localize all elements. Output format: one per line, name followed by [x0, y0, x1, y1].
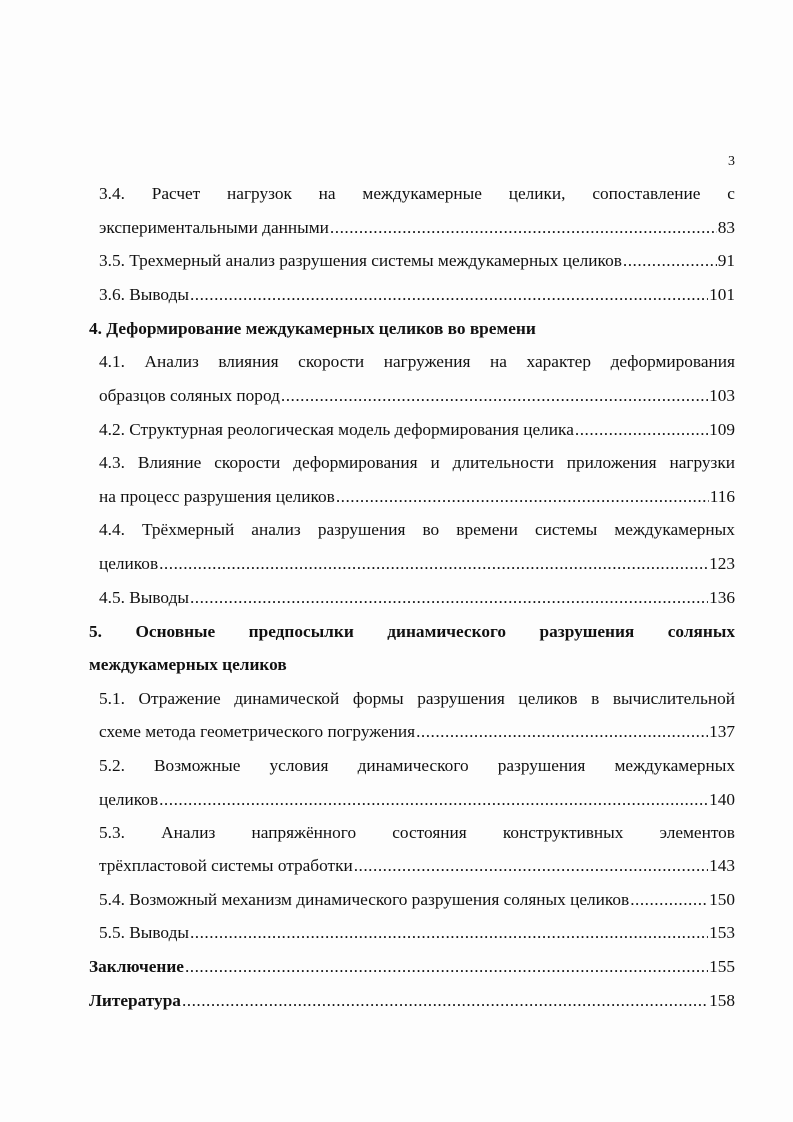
word: конструктивных — [502, 823, 624, 842]
toc-page-ref: 136 — [709, 588, 735, 607]
dot-leader — [623, 250, 717, 272]
word: разрушения — [497, 756, 586, 775]
dot-leader — [190, 284, 708, 306]
word: разрушения — [539, 622, 635, 641]
dot-leader — [190, 922, 708, 944]
word: характер — [526, 352, 591, 371]
dot-leader — [190, 587, 708, 609]
toc-page-ref: 83 — [717, 218, 735, 237]
word: условия — [269, 756, 329, 775]
word: Отражение — [138, 689, 221, 708]
toc-entry-text: 4.5. Выводы — [99, 588, 189, 607]
toc-entry-5-1-line-1 — [99, 688, 735, 710]
word: разрушения — [417, 689, 505, 708]
dot-leader — [159, 789, 708, 811]
word: Анализ — [161, 823, 216, 842]
word: динамической — [234, 689, 340, 708]
toc-entry-4-3-line-1 — [99, 452, 735, 474]
toc-entry-text: схеме метода геометрического погружения — [99, 722, 416, 741]
word: и — [430, 453, 440, 472]
word: влияния — [218, 352, 279, 371]
toc-section-5-line-1[interactable] — [89, 621, 735, 643]
word: 3.4. — [99, 184, 125, 203]
word: динамического — [387, 622, 507, 641]
word: нагрузок — [227, 184, 292, 203]
word: соляных — [667, 622, 735, 641]
section-title: 4. Деформирование междукамерных целиков во времени — [89, 319, 536, 338]
word: деформирования — [610, 352, 735, 371]
toc-section-4[interactable] — [89, 318, 735, 340]
word: сопоставление — [592, 184, 701, 203]
toc-page-ref: 143 — [709, 856, 735, 875]
word: 4.3. — [99, 453, 125, 472]
word: элементов — [659, 823, 735, 842]
toc-entry-text: целиков — [99, 790, 159, 809]
word: 5.2. — [99, 756, 125, 775]
dot-leader — [416, 721, 708, 743]
toc-page-ref: 153 — [709, 923, 735, 942]
page-number: 3 — [728, 154, 735, 169]
toc-entry-3-4-line-1 — [99, 183, 735, 205]
word: разрушения — [317, 520, 406, 539]
word: нагружения — [383, 352, 471, 371]
toc-entry-4-1-line-1 — [99, 351, 735, 373]
toc-entry-4-2[interactable] — [99, 419, 735, 441]
word: системы — [534, 520, 598, 539]
toc-entry-text: образцов соляных пород — [99, 386, 280, 405]
toc-entry-4-5[interactable] — [99, 587, 735, 609]
toc-section-5-line-2[interactable] — [89, 654, 735, 676]
toc-entry-text: Заключение — [89, 957, 184, 976]
toc-entry-3-5[interactable] — [99, 250, 735, 272]
word: напряжённого — [251, 823, 357, 842]
word: формы — [352, 689, 404, 708]
word: предпосылки — [248, 622, 354, 641]
dot-leader — [354, 855, 708, 877]
toc-entry-5-5[interactable] — [99, 922, 735, 944]
dot-leader — [281, 385, 708, 407]
dot-leader — [630, 889, 708, 911]
word: деформирования — [293, 453, 418, 472]
toc-page-ref: 116 — [709, 487, 735, 506]
word: 4.4. — [99, 520, 125, 539]
word: 4.1. — [99, 352, 125, 371]
toc-entry-5-3-line-2[interactable] — [99, 855, 735, 877]
word: Влияние — [137, 453, 202, 472]
toc-entry-text: 5.4. Возможный механизм динамического разрушения соляных целиков — [99, 890, 630, 909]
toc-page-ref: 103 — [709, 386, 735, 405]
word: в — [591, 689, 600, 708]
word: скорости — [298, 352, 365, 371]
toc-entry-text: на процесс разрушения целиков — [99, 487, 335, 506]
word: нагрузки — [669, 453, 735, 472]
word: вычислительной — [612, 689, 735, 708]
word: динамического — [357, 756, 469, 775]
word: целиков — [518, 689, 578, 708]
toc-entry-5-3-line-1 — [99, 822, 735, 844]
toc-entry-4-1-line-2[interactable] — [99, 385, 735, 407]
toc-entry-5-1-line-2[interactable] — [99, 721, 735, 743]
toc-page-ref: 123 — [709, 554, 735, 573]
toc-entry-4-3-line-2[interactable] — [99, 486, 735, 508]
word: времени — [456, 520, 518, 539]
toc-page-ref: 150 — [709, 890, 735, 909]
word: Расчет — [151, 184, 201, 203]
toc-entry-text: 3.6. Выводы — [99, 285, 189, 304]
word: 5.3. — [99, 823, 125, 842]
word: на — [490, 352, 507, 371]
dot-leader — [182, 990, 708, 1012]
dot-leader — [336, 486, 709, 508]
toc-entry-text: трёхпластовой системы отработки — [99, 856, 353, 875]
word: 5. — [89, 622, 102, 641]
toc-entry-text: 4.2. Структурная реологическая модель деформирования целика — [99, 420, 574, 439]
toc-entry-text: экспериментальными данными — [99, 218, 329, 237]
toc-page-ref: 91 — [717, 251, 735, 270]
dot-leader — [330, 217, 717, 239]
word: 5.1. — [99, 689, 125, 708]
toc-entry-text: целиков — [99, 554, 159, 573]
toc-page-ref: 140 — [709, 790, 735, 809]
word: скорости — [214, 453, 281, 472]
toc-entry-text: 5.5. Выводы — [99, 923, 189, 942]
word: на — [318, 184, 336, 203]
toc-entry-4-4-line-1 — [99, 519, 735, 541]
toc-entry-3-4-line-2[interactable] — [99, 217, 735, 239]
dot-leader — [185, 956, 708, 978]
dot-leader — [575, 419, 708, 441]
word: междукамерные — [362, 184, 482, 203]
toc-literature[interactable] — [89, 990, 735, 1012]
toc-entry-text: 3.5. Трехмерный анализ разрушения системы междукамерных целиков — [99, 251, 622, 270]
toc-page-ref: 155 — [709, 957, 735, 976]
word: с — [727, 184, 735, 203]
word: междукамерных — [614, 756, 735, 775]
toc-entry-5-2-line-1 — [99, 755, 735, 777]
toc-page-ref: 109 — [709, 420, 735, 439]
word: анализ — [251, 520, 301, 539]
toc-page-ref: 158 — [709, 991, 735, 1010]
toc-entry-3-6[interactable] — [99, 284, 735, 306]
word: длительности — [452, 453, 554, 472]
toc-page-ref: 101 — [709, 285, 735, 304]
dot-leader — [159, 553, 708, 575]
toc-entry-text: Литература — [89, 991, 181, 1010]
toc-entry-5-2-line-2[interactable] — [99, 789, 735, 811]
section-title: междукамерных целиков — [89, 655, 287, 674]
toc-page-ref: 137 — [709, 722, 735, 741]
word: состояния — [392, 823, 467, 842]
toc-entry-5-4[interactable] — [99, 889, 735, 911]
word: Основные — [135, 622, 216, 641]
word: междукамерных — [614, 520, 735, 539]
word: Анализ — [144, 352, 199, 371]
toc-conclusion[interactable] — [89, 956, 735, 978]
word: целики, — [508, 184, 566, 203]
word: Возможные — [154, 756, 241, 775]
toc-entry-4-4-line-2[interactable] — [99, 553, 735, 575]
word: Трёхмерный — [142, 520, 235, 539]
word: во — [422, 520, 440, 539]
word: приложения — [566, 453, 657, 472]
